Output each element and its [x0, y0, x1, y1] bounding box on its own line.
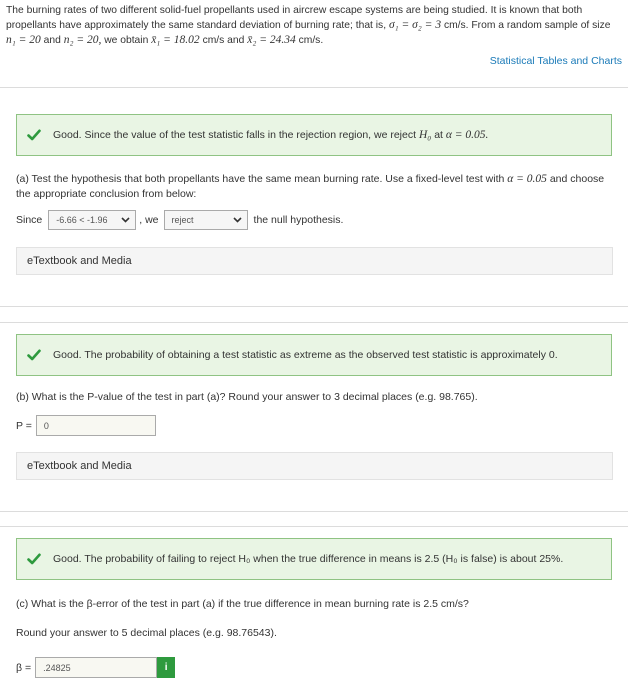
we-label: , we: [139, 214, 159, 226]
beta-row: [16, 657, 175, 678]
feedback-part-b: Good. The probability of obtaining a test statistic as extreme as the observed test statistic is approximately 0.: [16, 334, 612, 376]
checkmark-icon: [27, 552, 41, 566]
info-icon[interactable]: i: [157, 657, 175, 678]
p-label: P =: [16, 419, 32, 432]
test-statistic-select[interactable]: -6.66 < -1.96: [48, 210, 136, 230]
divider: [0, 322, 628, 323]
null-hypothesis-text: the null hypothesis.: [253, 214, 344, 226]
statistical-tables-link[interactable]: Statistical Tables and Charts: [489, 55, 622, 67]
etextbook-media-part-b[interactable]: eTextbook and Media: [16, 452, 613, 480]
feedback-part-a: Good. Since the value of the test statistic falls in the rejection region, we reject H₀ at α = 0.05.: [16, 114, 612, 156]
etextbook-media-part-a[interactable]: eTextbook and Media: [16, 247, 613, 275]
problem-statement: The burning rates of two different solid-fuel propellants used in aircrew escape systems are being studied. It is known that both propellants have approximately the same standard deviation of burning rate; that is, σ₁ = σ₂ = 3 cm/s. From a random sample of size n₁ = 20 and n₂ = 20, we obtain x̄₁ = 18.02 cm/s and x̄₂ = 24.34 cm/s.: [6, 5, 611, 46]
divider: [0, 511, 628, 512]
question-part-a: (a) Test the hypothesis that both propellants have the same mean burning rate. Use a fixed-level test with α = 0.05 and choose the appropriate conclusion from below:: [16, 173, 605, 200]
chevron-down-icon: [233, 217, 242, 223]
question-part-c: (c) What is the β-error of the test in part (a) if the true difference in mean burning rate is 2.5 cm/s?: [16, 598, 469, 610]
beta-input[interactable]: [35, 657, 157, 678]
since-label: Since: [16, 214, 43, 226]
chevron-down-icon: [121, 217, 130, 223]
checkmark-icon: [27, 348, 41, 362]
p-value-input[interactable]: [36, 415, 156, 436]
rounding-instruction: Round your answer to 5 decimal places (e.g. 98.76543).: [16, 627, 277, 639]
feedback-part-c: Good. The probability of failing to reject H₀ when the true difference in means is 2.5 (H₀ is false) is about 25%.: [16, 538, 612, 580]
decision-select[interactable]: reject: [164, 210, 248, 230]
divider: [0, 526, 628, 527]
checkmark-icon: [27, 128, 41, 142]
divider: [0, 306, 628, 307]
beta-label: β =: [16, 661, 32, 674]
divider: [0, 87, 628, 88]
conclusion-row: [16, 210, 343, 230]
question-part-b: (b) What is the P-value of the test in part (a)? Round your answer to 3 decimal places (e.g. 98.765).: [16, 391, 478, 403]
p-value-row: [16, 415, 156, 436]
